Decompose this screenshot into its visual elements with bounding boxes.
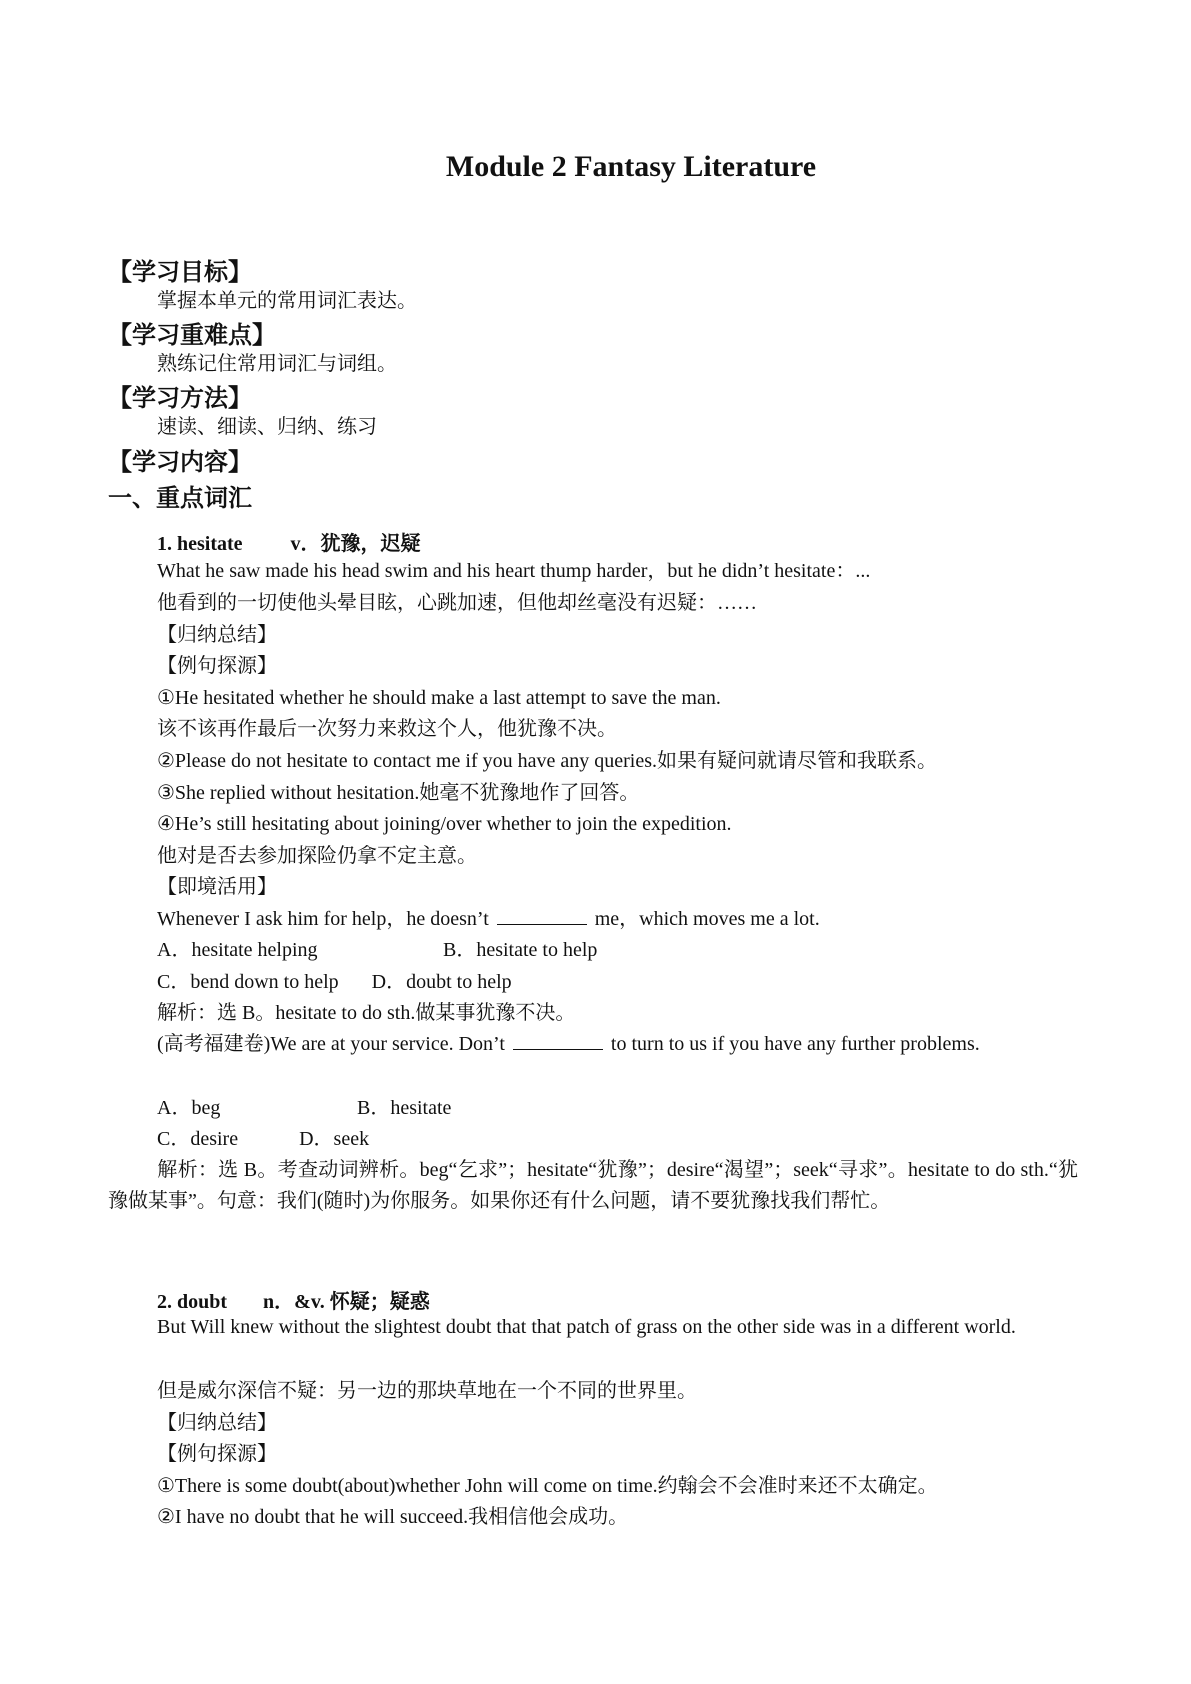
word1-ex4-zh: 他对是否去参加探险仍拿不定主意。 <box>157 845 477 867</box>
q1-stem-a: Whenever I ask him for help，he doesn’t <box>157 908 489 930</box>
q2-option-c: C．desire <box>157 1128 239 1150</box>
q2-answer-text: 解析：选 B。考查动词辨析。beg“乞求”；hesitate“犹豫”；desire“渴望”；seek“寻求”。hesitate to do sth.“犹豫做某事”。句意：我们(随时)为你服务。如果你还有什么问题，请不要犹豫找我们帮忙。 <box>108 1159 1078 1212</box>
q1-blank <box>497 906 587 925</box>
q1-option-c: C．bend down to help <box>157 971 339 993</box>
difficulty-text: 熟练记住常用词汇与词组。 <box>157 353 397 375</box>
q1-options-row1 <box>157 937 598 963</box>
word1-pos: v．犹豫，迟疑 <box>290 533 421 555</box>
q1-stem-b: me，which moves me a lot. <box>594 908 820 930</box>
word1-ex1-en: ①He hesitated whether he should make a last attempt to save the man. <box>157 687 721 709</box>
word1-ex1-zh: 该不该再作最后一次努力来救这个人，他犹豫不决。 <box>157 718 617 740</box>
q1-option-a: A．hesitate helping <box>157 939 318 961</box>
q1-answer: 解析：选 B。hesitate to do sth.做某事犹豫不决。 <box>157 1002 576 1024</box>
word2-summary-label: 【归纳总结】 <box>157 1412 277 1434</box>
q2-stem <box>108 1029 1078 1060</box>
q2-option-d: D．seek <box>299 1128 370 1150</box>
q2-option-a: A．beg <box>157 1097 221 1119</box>
q2-options-row2 <box>157 1126 369 1152</box>
q2-options-row1 <box>157 1095 452 1121</box>
page-title: Module 2 Fantasy Literature <box>445 150 817 183</box>
content-header: 【学习内容】 <box>108 448 252 476</box>
word1-ex2: ②Please do not hesitate to contact me if you have any queries.如果有疑问就请尽管和我联系。 <box>157 750 937 772</box>
vocab-header: 一、重点词汇 <box>108 484 252 512</box>
word1-ex4-en: ④He’s still hesitating about joining/over whether to join the expedition. <box>157 813 732 835</box>
word2-example-en <box>108 1312 1078 1343</box>
word2-heading <box>157 1285 430 1314</box>
word2-example-en-text: But Will knew without the slightest doubt that that patch of grass on the other side was in a different world. <box>157 1316 1016 1338</box>
word1-ex3: ③She replied without hesitation.她毫不犹豫地作了回答。 <box>157 782 640 804</box>
q2-answer <box>108 1155 1078 1217</box>
word1-head: 1. hesitate <box>157 533 243 555</box>
q1-option-b: B．hesitate to help <box>443 939 598 961</box>
method-header: 【学习方法】 <box>108 384 252 412</box>
word2-examples-label: 【例句探源】 <box>157 1443 277 1465</box>
word1-practice-label: 【即境活用】 <box>157 876 277 898</box>
word1-example-en: What he saw made his head swim and his heart thump harder，but he didn’t hesitate：... <box>157 560 871 582</box>
word1-examples-label: 【例句探源】 <box>157 655 277 677</box>
word2-pos: n．&v. 怀疑；疑惑 <box>263 1291 430 1313</box>
difficulty-header: 【学习重难点】 <box>108 321 276 349</box>
q2-option-b: B．hesitate <box>357 1097 452 1119</box>
q1-options-row2 <box>157 969 512 995</box>
method-text: 速读、细读、归纳、练习 <box>157 416 377 438</box>
objective-text: 掌握本单元的常用词汇表达。 <box>157 290 417 312</box>
q2-blank <box>513 1031 603 1050</box>
word1-heading <box>157 527 421 556</box>
word2-ex1: ①There is some doubt(about)whether John will come on time.约翰会不会准时来还不太确定。 <box>157 1475 938 1497</box>
word2-ex2: ②I have no doubt that he will succeed.我相信他会成功。 <box>157 1506 629 1528</box>
q2-stem-a: (高考福建卷)We are at your service. Don’t <box>157 1033 505 1055</box>
word2-head: 2. doubt <box>157 1291 228 1313</box>
q2-stem-b: to turn to us if you have any further problems. <box>610 1033 980 1055</box>
word1-example-zh: 他看到的一切使他头晕目眩，心跳加速，但他却丝毫没有迟疑：…… <box>157 592 757 614</box>
word1-summary-label: 【归纳总结】 <box>157 624 277 646</box>
objective-header: 【学习目标】 <box>108 258 252 286</box>
q1-stem <box>157 906 820 932</box>
word2-example-zh: 但是威尔深信不疑：另一边的那块草地在一个不同的世界里。 <box>157 1380 697 1402</box>
q1-option-d: D．doubt to help <box>371 971 512 993</box>
